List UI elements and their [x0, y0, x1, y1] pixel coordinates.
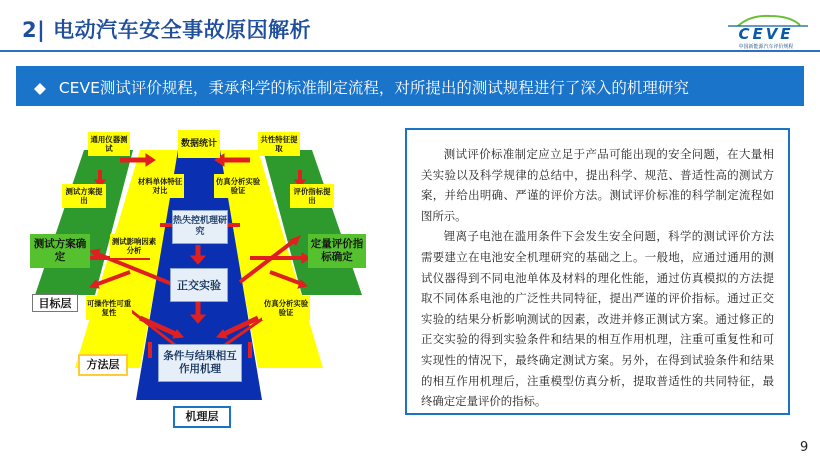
logo-text: CEVE: [738, 25, 794, 43]
box-general-instrument: 通用仪器测试: [88, 132, 130, 156]
page-number: 9: [800, 440, 809, 455]
banner: [16, 66, 804, 106]
ceve-logo: [720, 13, 812, 53]
box-operability: 可操作性可重复性: [86, 296, 132, 320]
box-test-plan-proposal: 测试方案提出: [62, 184, 106, 208]
layer-label-method: 方法层: [78, 354, 128, 376]
logo-subtitle: 中国新能源汽车评价规程: [738, 44, 794, 50]
box-quant-eval: 定量评价指标确定: [308, 234, 366, 268]
box-test-plan-determine: 测试方案确定: [30, 234, 90, 268]
layer-label-goal: 目标层: [32, 294, 78, 312]
box-influence-analysis: 测试影响因素分析: [110, 234, 158, 258]
description-textbox: [405, 128, 790, 415]
box-material-cell-compare: 材料单体特征对比: [136, 174, 184, 198]
box-sim-analysis-top: 仿真分析实验验证: [214, 174, 262, 198]
banner-text: CEVE测试评价规程，秉承科学的标准制定流程，对所提出的测试规程进行了深入的机理研究: [58, 79, 689, 97]
box-eval-index-proposal: 评价指标提出: [290, 184, 334, 208]
paragraph-1: 测试评价标准制定应立足于产品可能出现的安全问题，在大量相关实验以及科学规律的总结中，提出科学、规范、普适性高的测试方案，并给出明确、严谨的评价方法。测试评价标准的科学制定流程如图所示。: [421, 147, 774, 223]
header-divider: [0, 50, 820, 52]
box-sim-analysis-bottom: 仿真分析实验验证: [262, 296, 310, 320]
box-interaction: 条件与结果相互作用机理: [158, 344, 242, 382]
paragraph-2: 锂离子电池在滥用条件下会发生安全问题，科学的测试评价方法需要建立在电池安全机理研究的基础之上。一般地，应通过通用的测试仪器得到不同电池单体及材料的理化性能，通过仿真模拟的方法提取不同体系电池的广泛性共同特征，提出严谨的评价指标。通过正交实验的结果分析影响测试的因素，改进并修正测试方案。通过修正的正交实验的得到实验条件和结果的相互作用机理，注重可重复性和可实现性的情况下，最终确定测试方案。另外，在得到试验条件和结果的相互作用机理后，注重模型仿真分析，提取普适性的共同特征，最终确定定量评价的指标。: [421, 229, 774, 409]
diamond-bullet-icon: ◆: [34, 79, 46, 97]
box-common-features: 共性特征提取: [258, 132, 300, 156]
process-diagram: [0, 110, 400, 461]
box-data-stats: 数据统计: [178, 130, 220, 158]
box-orthogonal: 正交实验: [170, 268, 228, 302]
box-thermal-runaway: 热失控机理研究: [172, 210, 228, 244]
layer-label-mechanism: 机理层: [173, 406, 231, 428]
page-title: 2| 电动汽车安全事故原因解析: [22, 18, 312, 42]
